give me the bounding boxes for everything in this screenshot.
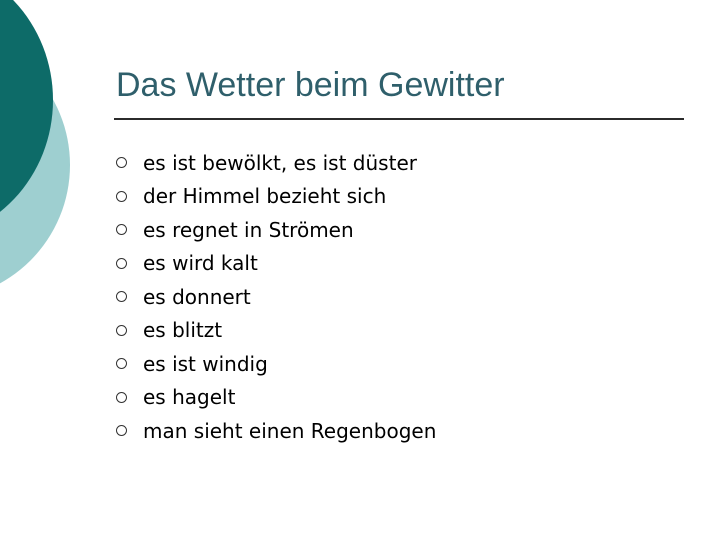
corner-decoration [0, 0, 100, 300]
bullet-item [116, 213, 436, 247]
bullet-circle-icon [116, 224, 127, 235]
bullet-item [116, 247, 436, 281]
bullet-item [116, 146, 436, 180]
bullet-circle-icon [116, 157, 127, 168]
bullet-circle-icon [116, 325, 127, 336]
bullet-item [116, 280, 436, 314]
bullet-text: es blitzt [143, 318, 223, 343]
bullet-circle-icon [116, 425, 127, 436]
bullet-text: es ist bewölkt, es ist düster [143, 150, 417, 175]
bullet-circle-icon [116, 291, 127, 302]
bullet-circle-icon [116, 258, 127, 269]
bullet-circle-icon [116, 392, 127, 403]
bullet-item [116, 414, 436, 448]
bullet-item [116, 347, 436, 381]
bullet-text: es hagelt [143, 385, 236, 410]
title-underline [114, 118, 684, 120]
bullet-item [116, 381, 436, 415]
bullet-text: es donnert [143, 284, 251, 309]
bullet-item [116, 314, 436, 348]
bullet-text: es regnet in Strömen [143, 217, 354, 242]
slide-title: Das Wetter beim Gewitter [116, 66, 505, 104]
bullet-text: man sieht einen Regenbogen [143, 418, 437, 443]
bullet-circle-icon [116, 191, 127, 202]
bullet-list [116, 146, 436, 448]
bullet-item [116, 180, 436, 214]
bullet-circle-icon [116, 358, 127, 369]
bullet-text: es ist windig [143, 351, 268, 376]
bullet-text: es wird kalt [143, 251, 258, 276]
bullet-text: der Himmel bezieht sich [143, 184, 387, 209]
